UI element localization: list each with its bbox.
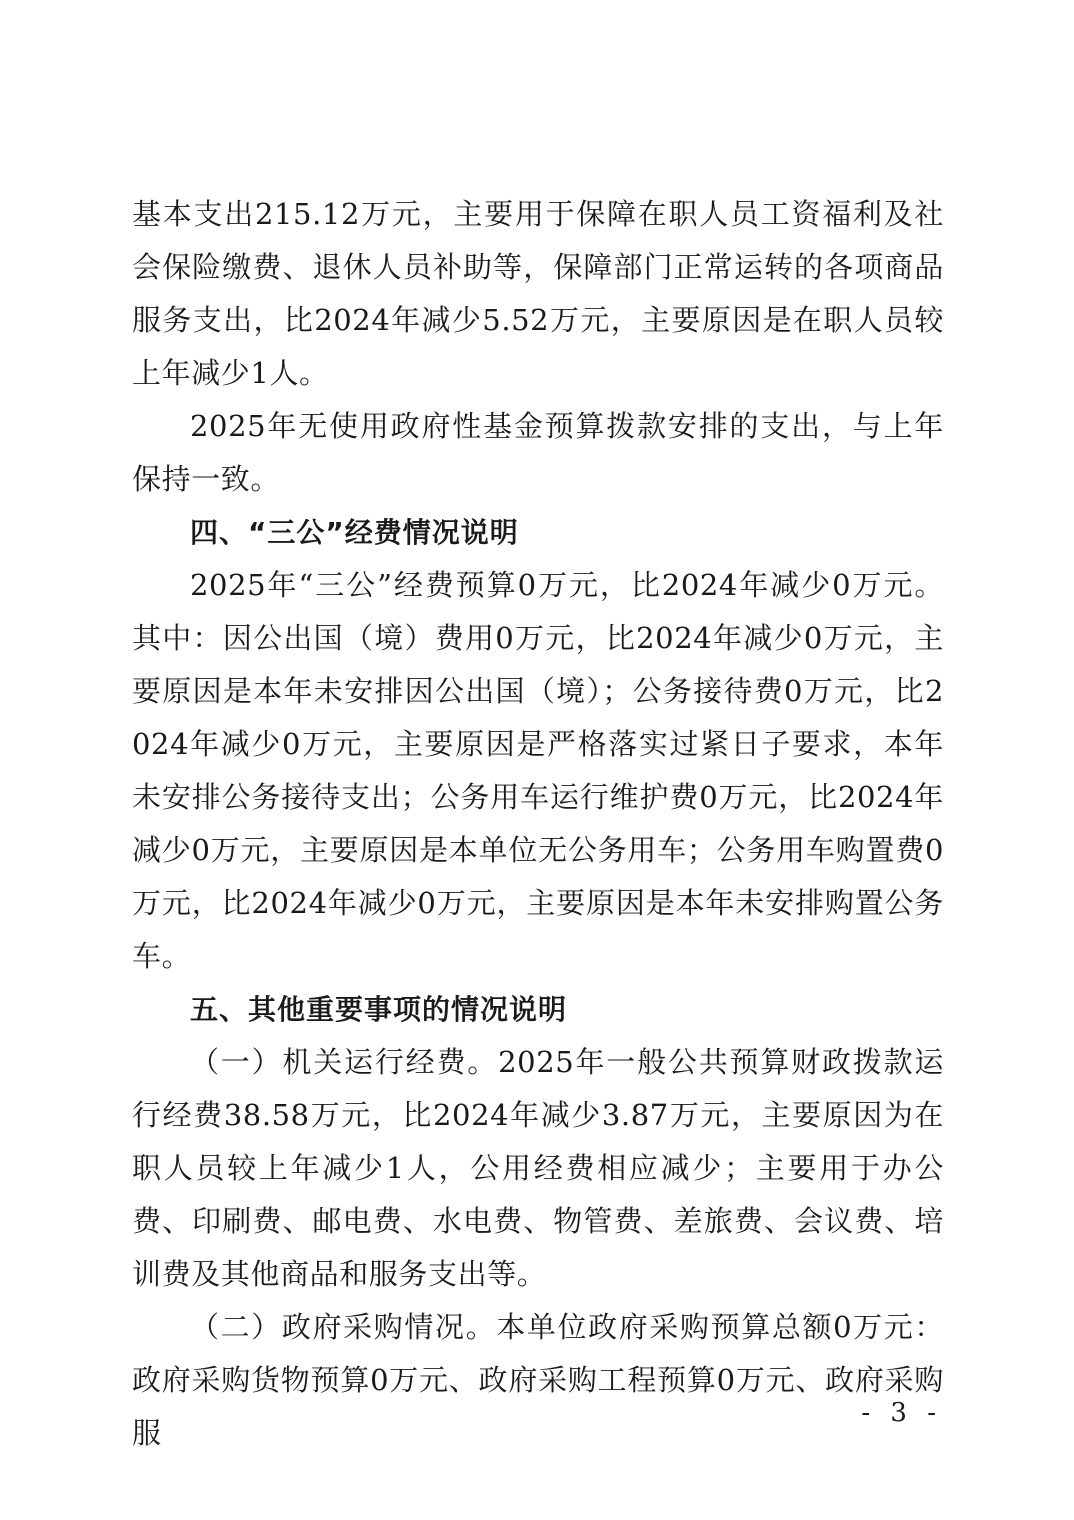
- paragraph-three-public-expenses: 2025年“三公”经费预算0万元，比2024年减少0万元。其中：因公出国（境）费用0万元，比2024年减少0万元，主要原因是本年未安排因公出国（境）；公务接待费0万元，比2024年减少0万元，主要原因是严格落实过紧日子要求，本年未安排公务接待支出；公务用车运行维护费0万元，比2024年减少0万元，主要原因是本单位无公务用车；公务用车购置费0万元，比2024年减少0万元，主要原因是本年未安排购置公务车。: [132, 568, 944, 973]
- paragraph-government-procurement: （二）政府采购情况。本单位政府采购预算总额0万元：政府采购货物预算0万元、政府采购工程预算0万元、政府采购服: [132, 1310, 944, 1450]
- section-heading-other-matters: 五、其他重要事项的情况说明: [190, 993, 568, 1026]
- page-number: - 3 -: [861, 1398, 942, 1428]
- paragraph-operating-expenses: （一）机关运行经费。2025年一般公共预算财政拨款运行经费38.58万元，比2024年减少3.87万元，主要原因为在职人员较上年减少1人，公用经费相应减少；主要用于办公费、印刷费、邮电费、水电费、物管费、差旅费、会议费、培训费及其他商品和服务支出等。: [132, 1045, 944, 1291]
- paragraph-government-fund: 2025年无使用政府性基金预算拨款安排的支出，与上年保持一致。: [132, 409, 944, 496]
- paragraph-basic-expenditure: 基本支出215.12万元，主要用于保障在职人员工资福利及社会保险缴费、退休人员补助等，保障部门正常运转的各项商品服务支出，比2024年减少5.52万元，主要原因是在职人员较上年减少1人。: [132, 197, 944, 390]
- document-body: [132, 188, 944, 1460]
- section-heading-three-public: 四、“三公”经费情况说明: [190, 516, 519, 549]
